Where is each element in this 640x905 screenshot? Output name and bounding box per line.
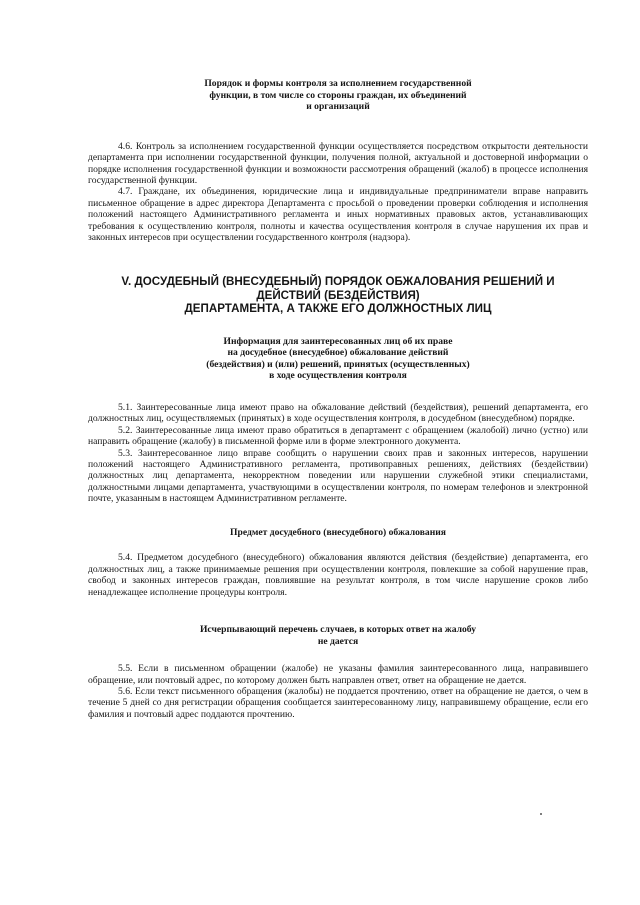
heading-line: и организаций: [306, 101, 370, 113]
no-reply-cases-heading: [88, 624, 588, 647]
heading-line: в ходе осуществления контроля: [269, 370, 407, 382]
scan-speck: [540, 813, 542, 815]
paragraph-5-1: 5.1. Заинтересованные лица имеют право на обжалование действий (бездействия), решений департамента, его должностных лиц, осуществляемых (принятых) в ходе осуществления контроля, в досудебном (внесудебном) порядке.: [88, 402, 588, 425]
paragraph-4-6: 4.6. Контроль за исполнением государственной функции осуществляется посредством открытости деятельности департамента при исполнении государственной функции, получения полной, актуальной и достоверной информации о порядке исполнения государственной функции и возможности рассмотрения обращений (жалоб) в процессе исполнения государственной функции.: [88, 140, 588, 186]
title-line: ДЕЙСТВИЙ (БЕЗДЕЙСТВИЯ): [256, 288, 420, 302]
heading-line: функции, в том числе со стороны граждан, их объединений: [209, 89, 467, 101]
heading-line: Исчерпывающий перечень случаев, в которых ответ на жалобу: [199, 623, 477, 635]
heading-line: на досудебное (внесудебное) обжалование действий: [227, 347, 449, 359]
heading-line: Порядок и формы контроля за исполнением государственной: [204, 78, 472, 89]
heading-line: (бездействия) и (или) решений, принятых (осуществленных): [206, 358, 470, 370]
title-line: V. ДОСУДЕБНЫЙ (ВНЕСУДЕБНЫЙ) ПОРЯДОК ОБЖАЛОВАНИЯ РЕШЕНИЙ И: [121, 275, 555, 289]
appeal-rights-heading: [88, 336, 588, 382]
control-forms-heading: [88, 78, 588, 113]
heading-line: не дается: [317, 635, 359, 647]
paragraph-5-5: 5.5. Если в письменном обращении (жалобе) не указаны фамилия заинтересованного лица, направившего обращение, или почтовый адрес, по которому должен быть направлен ответ, ответ на обращение не дается.: [88, 663, 588, 686]
paragraph-5-4: 5.4. Предметом досудебного (внесудебного) обжалования являются действия (бездействие) департамента, его должностных лиц, а также принимаемые решения при осуществлении контроля, повлекшие за собой нарушение прав, свобод и законных интересов граждан, повлиявшие на результат контроля, в том числе нарушение сроков либо ненадлежащее исполнение процедуры контроля.: [88, 552, 588, 598]
section-5-title: [88, 275, 588, 315]
paragraph-5-2: 5.2. Заинтересованные лица имеют право обратиться в департамент с обращением (жалобой) лично (устно) или направить обращение (жалобу) в письменной форме или в форме электронного документа.: [88, 424, 588, 448]
heading-line: Информация для заинтересованных лиц об их праве: [223, 335, 453, 347]
appeal-subject-heading: Предмет досудебного (внесудебного) обжалования: [230, 526, 446, 538]
paragraph-4-7: 4.7. Граждане, их объединения, юридические лица и индивидуальные предприниматели вправе направить письменное обращение в адрес директора Департамента с просьбой о проведении проверки соблюдения и исполнения положений настоящего Административного регламента и иных нормативных правовых актов, устанавливающих требования к осуществлению контроля, полноты и качества осуществления контроля в случае нарушения их прав и законных интересов при осуществлении государственного контроля (надзора).: [88, 186, 588, 244]
paragraph-5-6: 5.6. Если текст письменного обращения (жалобы) не поддается прочтению, ответ на обращение не дается, о чем в течение 5 дней со дня регистрации обращения сообщается заинтересованному лицу, направившему обращение, если его фамилия и почтовый адрес поддаются прочтению.: [88, 685, 588, 720]
title-line: ДЕПАРТАМЕНТА, А ТАКЖЕ ЕГО ДОЛЖНОСТНЫХ ЛИЦ: [184, 302, 492, 316]
paragraph-5-3: 5.3. Заинтересованное лицо вправе сообщить о нарушении своих прав и законных интересов, нарушении положений настоящего Административного регламента, противоправных решениях, действиях (бездействии) должностных лиц департамента, некорректном поведении или нарушении служебной этики специалистами, должностными лицами департамента, участвующими в осуществлении контроля, по номерам телефонов и электронной почте, указанным в настоящем Административном регламенте.: [88, 447, 588, 505]
